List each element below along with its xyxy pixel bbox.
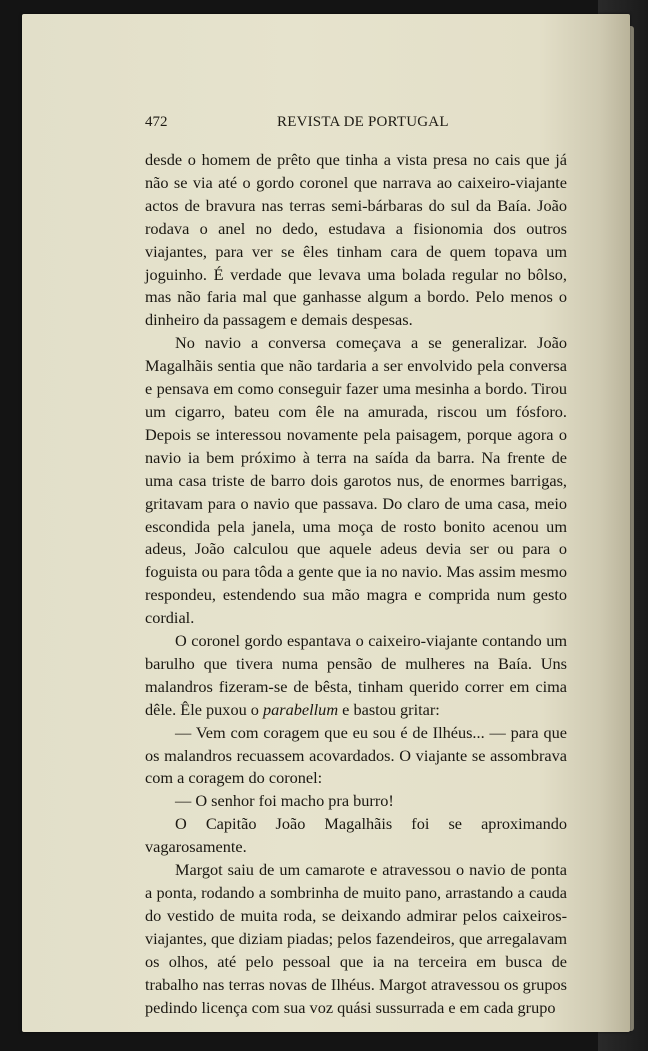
body-text (145, 149, 567, 1019)
paragraph-2: No navio a conversa começava a se generalizar. João Magalhãis sentia que não tardaria a ser envolvido pela conversa e pensava em como conseguir fazer uma mesinha a bordo. Tirou um cigarro, bateu com êle na amurada, riscou um fósforo. Depois se interessou novamente pela paisagem, porque agora o navio ia bem próximo à terra na saída da barra. Na frente de uma casa triste de barro dois garotos nus, de enormes barrigas, gritavam para o navio que passava. Do claro de uma casa, meio escondida pela janela, uma moça de rosto bonito acenou um adeus, João calculou que aquele adeus devia ser ou para o foguista ou para tôda a gente que ia no navio. Mas assim mesmo respondeu, estendendo sua mão magra e comprida num gesto cordial. (145, 333, 567, 628)
paragraph-4-dialogue: — Vem com coragem que eu sou é de Ilhéus... — para que os malandros recuassem acovardados. O viajante se assombrava com a coragem do coronel: (145, 722, 567, 788)
page-number: 472 (145, 114, 168, 130)
running-title: REVISTA DE PORTUGAL (277, 114, 449, 130)
paragraph-3-end: e bastou gritar: (338, 699, 440, 719)
paragraph-1: desde o homem de prêto que tinha a vista presa no cais que já não se via até o gordo coronel que narrava ao caixeiro-viajante actos de bravura nas terras semi-bárbaras do sul da Baía. João rodava o anel no dedo, estudava a fisionomia dos outros viajantes, para ver se êles tinham cara de quem topava um joguinho. É verdade que levava uma bolada regular no bôlso, mas não faria mal que ganhasse algum a bordo. Pelo menos o dinheiro da passagem e demais despesas. (145, 150, 567, 330)
paragraph-3 (145, 630, 567, 722)
running-header (145, 114, 567, 134)
paragraph-3-italic: parabellum (263, 699, 339, 719)
paragraph-3-start: O coronel gordo espantava o caixeiro-viajante contando um barulho que tivera numa pensão de mulheres na Baía. Uns malandros fizeram-se de bêsta, tinham querido correr em cima dêle. Êle puxou o (145, 631, 567, 719)
paragraph-7: Margot saiu de um camarote e atravessou o navio de ponta a ponta, rodando a sombrinha de muito pano, arrastando a cauda do vestido de muita roda, se deixando admirar pelos caixeiros-viajantes, que diziam piadas; pelos fazendeiros, que arregalavam os olhos, até pelo pessoal que ia na terceira em busca de trabalho nas terras novas de Ilhéus. Margot atravessou os grupos pedindo licença com sua voz quási sussurrada e em cada grupo (145, 860, 567, 1017)
paragraph-5-dialogue: — O senhor foi macho pra burro! (175, 791, 394, 811)
paragraph-6: O Capitão João Magalhãis foi se aproximando vagarosamente. (145, 814, 567, 857)
